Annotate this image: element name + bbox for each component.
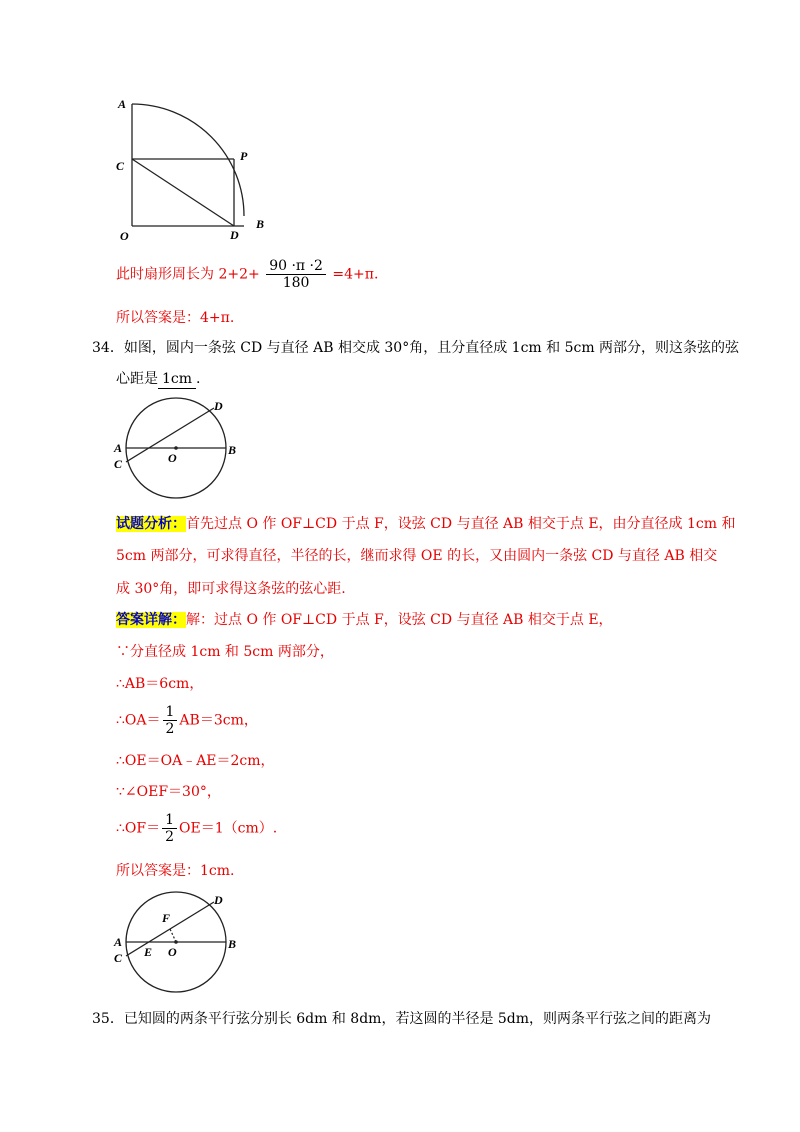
- label-A: A: [114, 441, 123, 455]
- step6-denominator: 2: [165, 829, 175, 845]
- label-O: O: [120, 229, 129, 242]
- q34-line2-suffix: .: [196, 371, 201, 387]
- q34-line2: [116, 370, 200, 389]
- detail-step1: ∵分直径成 1cm 和 5cm 两部分，: [116, 644, 334, 660]
- label-C: C: [116, 159, 125, 173]
- label-D: D: [230, 228, 239, 242]
- step6-suffix: OE＝1（cm）.: [179, 820, 278, 837]
- label-A: A: [114, 935, 123, 949]
- perimeter-line: [116, 258, 378, 291]
- detail-line1: [116, 611, 613, 629]
- perimeter-suffix: =4+π.: [332, 266, 379, 283]
- step3-prefix: ∴OA＝: [116, 712, 161, 729]
- q35-line1: 35．已知圆的两条平行弦分别长 6dm 和 8dm，若这圆的半径是 5dm，则两条平行弦之间的距离为: [92, 1011, 712, 1027]
- detail-step2: ∴AB＝6cm，: [116, 676, 204, 692]
- label-F: F: [162, 911, 171, 925]
- step3-suffix: AB＝3cm，: [179, 712, 258, 729]
- label-O: O: [168, 451, 177, 465]
- perimeter-numerator: 90 ·π ·2: [266, 258, 326, 275]
- detail-step4: ∴OE＝OA﹣AE＝2cm，: [116, 753, 275, 769]
- step3-fraction: [163, 704, 178, 737]
- detail-step5: ∵∠OEF＝30°，: [116, 784, 221, 800]
- label-A: A: [118, 97, 127, 111]
- quarter-circle-figure: [110, 92, 280, 242]
- analysis-text1: 首先过点 O 作 OF⊥CD 于点 F，设弦 CD 与直径 AB 相交于点 E，由分直径成 1cm 和: [186, 516, 736, 532]
- label-D: D: [214, 893, 223, 907]
- q34-answer-blank: 1cm: [158, 370, 196, 389]
- label-E: E: [144, 945, 153, 959]
- analysis-line1: [116, 515, 735, 533]
- label-B: B: [228, 443, 237, 457]
- detail-answer: 所以答案是：1cm.: [116, 863, 235, 879]
- perimeter-denominator: 180: [282, 275, 310, 291]
- q34-line2-prefix: 心距是: [116, 371, 158, 387]
- step6-fraction: [162, 812, 177, 845]
- detail-text1: 解：过点 O 作 OF⊥CD 于点 F，设弦 CD 与直径 AB 相交于点 E，: [186, 612, 613, 628]
- q34-line1: 34．如图，圆内一条弦 CD 与直径 AB 相交成 30°角，且分直径成 1cm 和 5cm 两部分，则这条弦的弦: [92, 340, 740, 356]
- step6-numerator: 1: [162, 812, 177, 829]
- label-B: B: [256, 217, 265, 231]
- label-O: O: [168, 945, 177, 959]
- analysis-line2: 5cm 两部分，可求得直径，半径的长，继而求得 OE 的长，又由圆内一条弦 CD 与直径 AB 相交: [116, 548, 718, 564]
- label-D: D: [214, 399, 223, 413]
- label-C: C: [114, 457, 123, 471]
- circle-figure-2: [110, 886, 250, 998]
- label-P: P: [240, 149, 248, 163]
- perimeter-fraction: [266, 258, 326, 291]
- circle-figure-1: [110, 392, 250, 504]
- label-B: B: [228, 937, 237, 951]
- step6-prefix: ∴OF＝: [116, 820, 161, 837]
- analysis-tag: 试题分析：: [116, 516, 186, 532]
- analysis-line3: 成 30°角，即可求得这条弦的弦心距.: [116, 581, 346, 597]
- answer-33: 所以答案是：4+π.: [116, 310, 235, 326]
- label-C: C: [114, 951, 123, 965]
- detail-step3: [116, 704, 258, 737]
- detail-step6: [116, 812, 277, 845]
- step3-numerator: 1: [163, 704, 178, 721]
- step3-denominator: 2: [165, 721, 175, 737]
- detail-tag: 答案详解：: [116, 612, 186, 628]
- perimeter-prefix: 此时扇形周长为 2+2+: [116, 266, 260, 283]
